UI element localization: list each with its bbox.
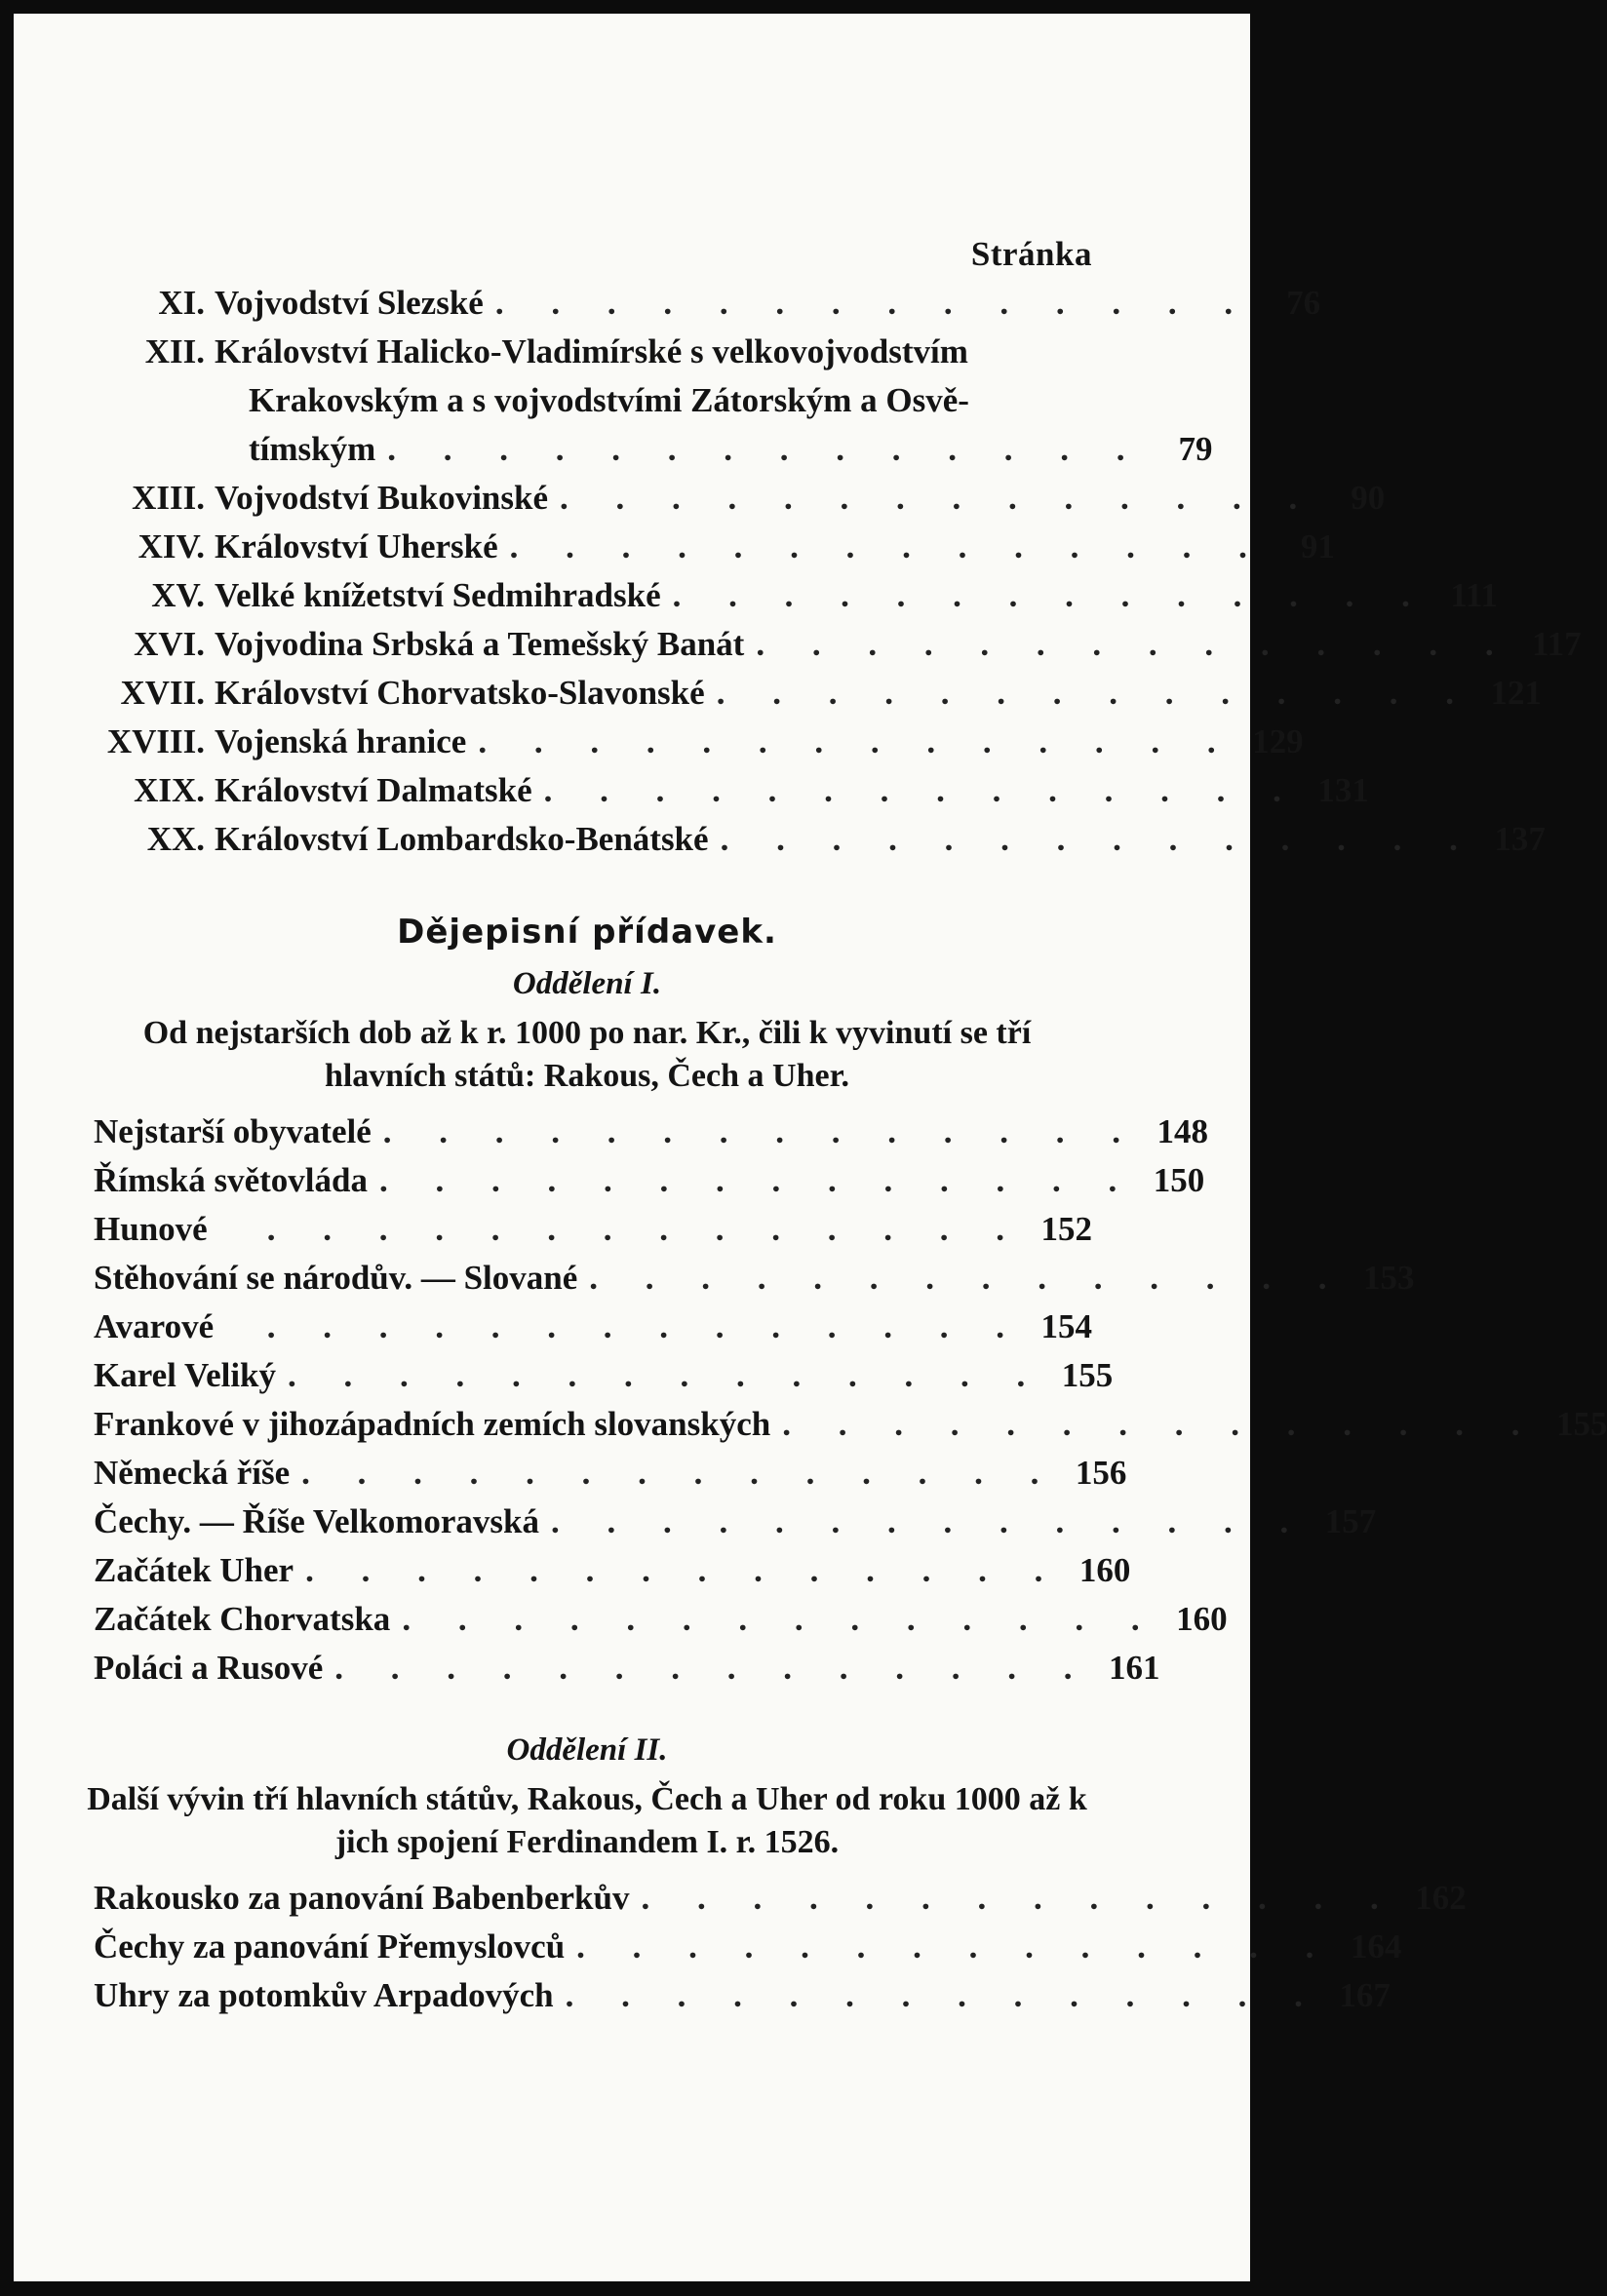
toc-title: Avarové (94, 1307, 215, 1345)
toc-number: XI. (158, 284, 205, 322)
toc-title: Nejstarší obyvatelé (94, 1112, 372, 1150)
toc-page: 129 (1252, 722, 1304, 760)
toc-title: Německá říše (94, 1454, 291, 1492)
leader-dots: . . . . . . . . . . . . . . (379, 1161, 1137, 1199)
toc-page: 117 (1532, 625, 1582, 663)
appendix-heading: Dějepisní přídavek. (397, 913, 777, 952)
toc-title: Rakousko za panování Babenberkův (94, 1879, 630, 1917)
toc-row (82, 1156, 1205, 1205)
leader-dots: . . . . . . . . . . . . . . (543, 771, 1301, 809)
toc-row (82, 1449, 1127, 1498)
part-description: Další vývin tří hlavních státův, Rakous, Čech a Uher od roku 1000 až k jich spojení Ferdinandem I. r. 1526. (87, 1781, 1087, 1860)
leader-dots: . . . . . . . . . . . . . . (560, 479, 1317, 517)
toc-title: Království Uherské (215, 527, 498, 565)
part-description: Od nejstarších dob až k r. 1000 po nar. Kr., čili k vyvinutí se tří hlavních států: Rakous, Čech a Uher. (142, 1015, 1032, 1094)
toc-row-continuation (82, 376, 1092, 425)
toc-row (82, 669, 1542, 718)
toc-row (82, 766, 1369, 815)
toc-number: XIX. (134, 771, 205, 809)
toc-row (82, 1923, 1402, 1971)
leader-dots: . . . . . . . . . . . . . . (550, 1502, 1309, 1540)
toc-number: XIV. (137, 527, 205, 565)
toc-row (82, 1303, 1092, 1351)
part2-list (82, 1874, 1467, 2020)
book-page (14, 14, 1607, 2281)
toc-row (82, 1498, 1377, 1546)
toc-row (82, 1595, 1228, 1644)
toc-row (82, 1254, 1415, 1303)
toc-row (82, 523, 1335, 571)
toc-title: Království Halicko-Vladimírské s velkovojvodstvím (215, 332, 968, 370)
leader-dots: . . . . . . . . . . . . . . (494, 284, 1253, 322)
part-label: Oddělení II. (506, 1732, 668, 1768)
toc-page: 155 (1061, 1356, 1114, 1394)
toc-number: XVI. (134, 625, 205, 663)
toc-page: 161 (1109, 1649, 1160, 1687)
toc-title: Stěhování se národův. — Slované (94, 1259, 578, 1297)
toc-page: 121 (1490, 674, 1542, 712)
toc-title: Uhry za potomkův Arpadových (94, 1976, 554, 2014)
toc-row (82, 1351, 1114, 1400)
toc-page: 131 (1317, 771, 1369, 809)
toc-title: Krakovským a s vojvodstvími Zátorským a Osvě- (249, 381, 969, 419)
leader-dots: . . . . . . . . . . . . . . (641, 1879, 1398, 1917)
toc-row (82, 815, 1546, 864)
toc-title: Velké knížetství Sedmihradské (215, 576, 661, 614)
leader-dots: . . . . . . . . . . . . . . (720, 820, 1477, 858)
toc-page: 91 (1300, 527, 1335, 565)
toc-number: XII. (144, 332, 205, 370)
leader-dots: . . . . . . . . . . . . . . (334, 1649, 1092, 1687)
toc-page: 111 (1450, 576, 1498, 614)
toc-row (82, 1400, 1607, 1449)
toc-title: Frankové v jihozápadních zemích slovanských (94, 1405, 771, 1443)
toc-page: 137 (1494, 820, 1546, 858)
toc-page: 160 (1078, 1551, 1131, 1589)
leader-dots: . . . . . . . . . . . . . . (288, 1356, 1045, 1394)
toc-title: Království Lombardsko-Benátské (215, 820, 709, 858)
table-of-contents (82, 230, 1607, 2020)
leader-dots: . . . . . . . . . . . . . . (266, 1307, 1024, 1345)
toc-number: XX. (146, 820, 205, 858)
toc-title: Začátek Uher (94, 1551, 294, 1589)
toc-title: Vojvodství Slezské (215, 284, 484, 322)
toc-page: 153 (1363, 1259, 1415, 1297)
page-column-header: Stránka (970, 235, 1092, 273)
toc-title: Vojvodina Srbská a Temešský Banát (215, 625, 745, 663)
toc-row (82, 1971, 1391, 2020)
toc-title: Poláci a Rusové (94, 1649, 324, 1687)
leader-dots: . . . . . . . . . . . . . . (672, 576, 1430, 614)
leader-dots: . . . . . . . . . . . . . . (756, 625, 1513, 663)
toc-title: Čechy za panování Přemyslovců (94, 1927, 566, 1965)
toc-row (82, 620, 1582, 669)
leader-dots: . . . . . . . . . . . . . . (509, 527, 1267, 565)
part1-list (82, 1108, 1607, 1693)
toc-row (82, 474, 1386, 523)
toc-row (82, 328, 1092, 376)
toc-row (82, 279, 1321, 328)
leader-dots: . . . . . . . . . . . . . . (478, 722, 1235, 760)
leader-dots: . . . . . . . . . . . . . . (402, 1600, 1159, 1638)
toc-title: Vojenská hranice (215, 722, 467, 760)
toc-row-continuation (82, 425, 1213, 474)
toc-row (82, 1108, 1209, 1156)
toc-row (82, 1546, 1131, 1595)
toc-title: Čechy. — Říše Velkomoravská (94, 1502, 539, 1540)
leader-dots: . . . . . . . . . . . . . . (387, 430, 1145, 468)
toc-page: 164 (1350, 1927, 1402, 1965)
toc-page: 76 (1286, 284, 1321, 322)
toc-page: 154 (1040, 1307, 1092, 1345)
leader-dots: . . . . . . . . . . . . . . (565, 1976, 1322, 2014)
toc-page: 167 (1339, 1976, 1391, 2014)
section-gap (82, 1693, 1092, 1726)
toc-row (82, 1874, 1467, 1923)
toc-page: 90 (1351, 479, 1386, 517)
toc-page: 155 (1555, 1405, 1607, 1443)
leader-dots: . . . . . . . . . . . . . . (301, 1454, 1059, 1492)
toc-number: XVII. (120, 674, 205, 712)
part-label: Oddělení I. (512, 966, 662, 1001)
toc-page: 160 (1176, 1600, 1228, 1638)
toc-page: 148 (1156, 1112, 1209, 1150)
section-list (82, 279, 1582, 864)
leader-dots: . . . . . . . . . . . . . . (576, 1927, 1334, 1965)
toc-number: XV. (151, 576, 205, 614)
leader-dots: . . . . . . . . . . . . . . (305, 1551, 1063, 1589)
toc-page: 156 (1075, 1454, 1127, 1492)
toc-row (82, 1644, 1160, 1693)
toc-title: Karel Veliký (94, 1356, 277, 1394)
toc-title: Království Dalmatské (215, 771, 532, 809)
toc-row (82, 718, 1304, 766)
leader-dots: . . . . . . . . . . . . . . (782, 1405, 1540, 1443)
leader-dots: . . . . . . . . . . . . . . (716, 674, 1473, 712)
toc-page: 162 (1415, 1879, 1467, 1917)
leader-dots: . . . . . . . . . . . . . . (382, 1112, 1141, 1150)
toc-page: 152 (1040, 1210, 1092, 1248)
toc-title: Hunové (94, 1210, 208, 1248)
toc-page: 157 (1324, 1502, 1377, 1540)
toc-row (82, 1205, 1092, 1254)
toc-title: Začátek Chorvatska (94, 1600, 391, 1638)
toc-row (82, 571, 1498, 620)
toc-title: Vojvodství Bukovinské (215, 479, 549, 517)
toc-page: 79 (1178, 430, 1213, 468)
toc-title: Království Chorvatsko-Slavonské (215, 674, 705, 712)
toc-title: tímským (249, 430, 376, 468)
toc-number: XIII. (132, 479, 205, 517)
toc-page: 150 (1153, 1161, 1205, 1199)
toc-title: Římská světovláda (94, 1161, 368, 1199)
leader-dots: . . . . . . . . . . . . . . (266, 1210, 1024, 1248)
toc-number: XVIII. (106, 722, 205, 760)
leader-dots: . . . . . . . . . . . . . . (589, 1259, 1347, 1297)
